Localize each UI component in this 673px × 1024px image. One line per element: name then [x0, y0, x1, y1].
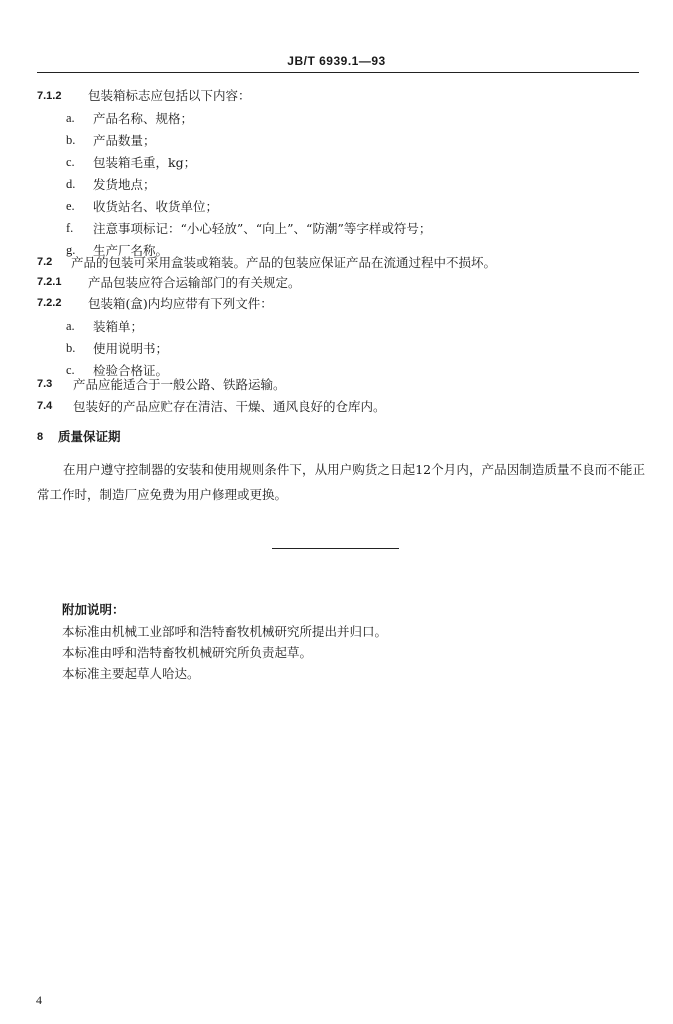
page-number: 4: [36, 993, 42, 1007]
list-marker: d.: [66, 177, 76, 191]
list-item: 产品数量；: [93, 133, 156, 148]
list-marker: b.: [66, 133, 76, 147]
list-item: 注意事项标记：“小心轻放”、“向上”、“防潮”等字样或符号；: [93, 221, 432, 236]
clause-text-7-1-2: 包装箱标志应包括以下内容：: [88, 88, 251, 103]
list-marker: a.: [66, 111, 75, 125]
list-item: 收货站名、收货单位；: [93, 199, 219, 214]
clause-number-7-2: 7.2: [37, 256, 53, 268]
list-item: 使用说明书；: [93, 341, 169, 356]
list-marker: f.: [66, 221, 74, 235]
clause-number-7-3: 7.3: [37, 378, 53, 390]
section-title-8: 质量保证期: [58, 429, 121, 444]
list-item: 生产厂名称。: [93, 243, 169, 258]
header-rule: [37, 72, 639, 73]
section-number-8: 8: [37, 431, 44, 443]
section-separator-rule: [272, 548, 399, 549]
clause-text-7-2: 产品的包装可采用盒装或箱装。产品的包装应保证产品在流通过程中不损坏。: [71, 255, 497, 270]
list-marker: e.: [66, 199, 75, 213]
standard-code-header: JB/T 6939.1—93: [287, 54, 386, 68]
list-item: 包装箱毛重，kg；: [93, 155, 197, 170]
list-marker: b.: [66, 341, 76, 355]
list-marker: a.: [66, 319, 75, 333]
clause-text-7-3: 产品应能适合于一般公路、铁路运输。: [73, 377, 286, 392]
clause-text-7-2-1: 产品包装应符合运输部门的有关规定。: [88, 275, 301, 290]
warranty-paragraph: 在用户遵守控制器的安装和使用规则条件下，从用户购货之日起12个月内，产品因制造质量不良而不能正常工作时，制造厂应免费为用户修理或更换。: [37, 462, 645, 502]
list-marker: g.: [66, 243, 76, 257]
appendix-line: 本标准由机械工业部呼和浩特畜牧机械研究所提出并归口。: [62, 624, 388, 639]
clause-text-7-4: 包装好的产品应贮存在清洁、干燥、通风良好的仓库内。: [73, 399, 386, 414]
appendix-title: 附加说明：: [62, 602, 125, 617]
appendix-line: 本标准由呼和浩特畜牧机械研究所负责起草。: [62, 645, 313, 660]
clause-number-7-2-2: 7.2.2: [37, 297, 62, 309]
appendix-line: 本标准主要起草人哈达。: [62, 666, 200, 681]
clause-number-7-2-1: 7.2.1: [37, 276, 62, 288]
clause-number-7-1-2: 7.1.2: [37, 90, 62, 102]
list-marker: c.: [66, 363, 75, 377]
list-item: 产品名称、规格；: [93, 111, 194, 126]
list-item: 检验合格证。: [93, 363, 169, 378]
clause-text-7-2-2: 包装箱(盒)内均应带有下列文件：: [88, 296, 273, 311]
list-marker: c.: [66, 155, 75, 169]
list-item: 装箱单；: [93, 319, 144, 334]
list-item: 发货地点；: [93, 177, 156, 192]
clause-number-7-4: 7.4: [37, 400, 53, 412]
